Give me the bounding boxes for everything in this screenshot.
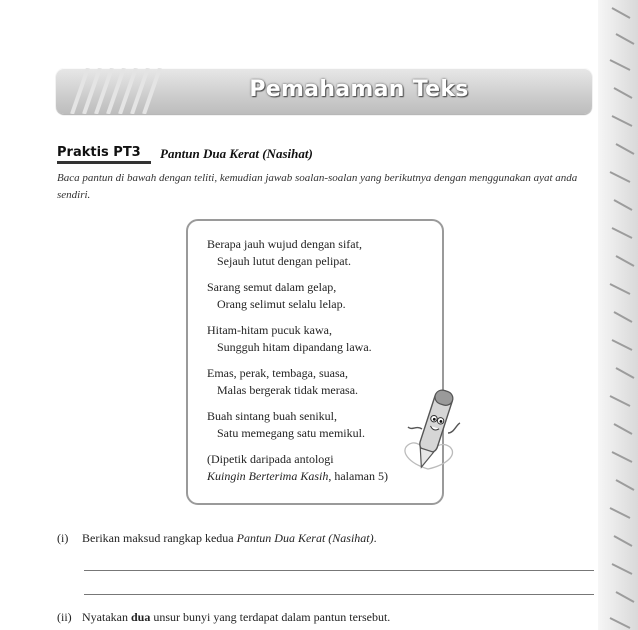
poem-line: Sungguh hitam dipandang lawa. — [217, 340, 372, 354]
poem-line: Orang selimut selalu lelap. — [217, 297, 346, 311]
poem-stanza — [207, 322, 437, 356]
poem-line: Satu memegang satu memikul. — [217, 426, 365, 440]
question-text-end: unsur bunyi yang terdapat dalam pantun tersebut. — [150, 610, 391, 624]
question-number: (i) — [57, 531, 69, 545]
poem-line: Berapa jauh wujud dengan sifat, — [207, 237, 362, 251]
instruction-text: Baca pantun di bawah dengan teliti, kemudian jawab soalan-soalan yang berikutnya dengan menggunakan ayat anda sendiri. — [57, 172, 578, 201]
question-emphasis: dua — [130, 610, 151, 624]
section-heading: Pantun Dua Kerat (Nasihat) — [160, 146, 313, 161]
poem-stanza — [207, 236, 437, 270]
answer-line[interactable] — [84, 594, 594, 595]
poem-line: Buah sintang buah senikul, — [207, 409, 337, 423]
question-number: (ii) — [57, 610, 72, 624]
source-title: Kuingin Berterima Kasih — [207, 469, 329, 483]
page-edge-pattern-icon — [598, 0, 638, 630]
pen-mascot-icon — [398, 385, 462, 479]
poem-line: Malas bergerak tidak merasa. — [217, 383, 359, 397]
question-text-end: . — [373, 531, 377, 545]
question-1 — [57, 531, 377, 546]
source-suffix: , halaman 5) — [328, 469, 388, 483]
question-emphasis: Pantun Dua Kerat (Nasihat) — [236, 531, 374, 545]
answer-line[interactable] — [84, 570, 594, 571]
poem-line: Emas, perak, tembaga, suasa, — [207, 366, 348, 380]
poem-line: Sarang semut dalam gelap, — [207, 280, 337, 294]
praktis-underline — [57, 161, 151, 164]
poem-line: Hitam-hitam pucuk kawa, — [207, 323, 332, 337]
poem-stanza — [207, 279, 437, 313]
praktis-tag: Praktis PT3 — [57, 145, 141, 160]
page-edge-decoration — [598, 0, 638, 630]
question-2 — [57, 610, 390, 625]
source-prefix: (Dipetik daripada antologi — [207, 452, 334, 466]
question-text: Berikan maksud rangkap kedua — [82, 531, 237, 545]
poem-line: Sejauh lutut dengan pelipat. — [217, 254, 351, 268]
question-text: Nyatakan — [82, 610, 131, 624]
title-banner — [56, 68, 592, 114]
page-title: Pemahaman Teks — [249, 77, 469, 102]
